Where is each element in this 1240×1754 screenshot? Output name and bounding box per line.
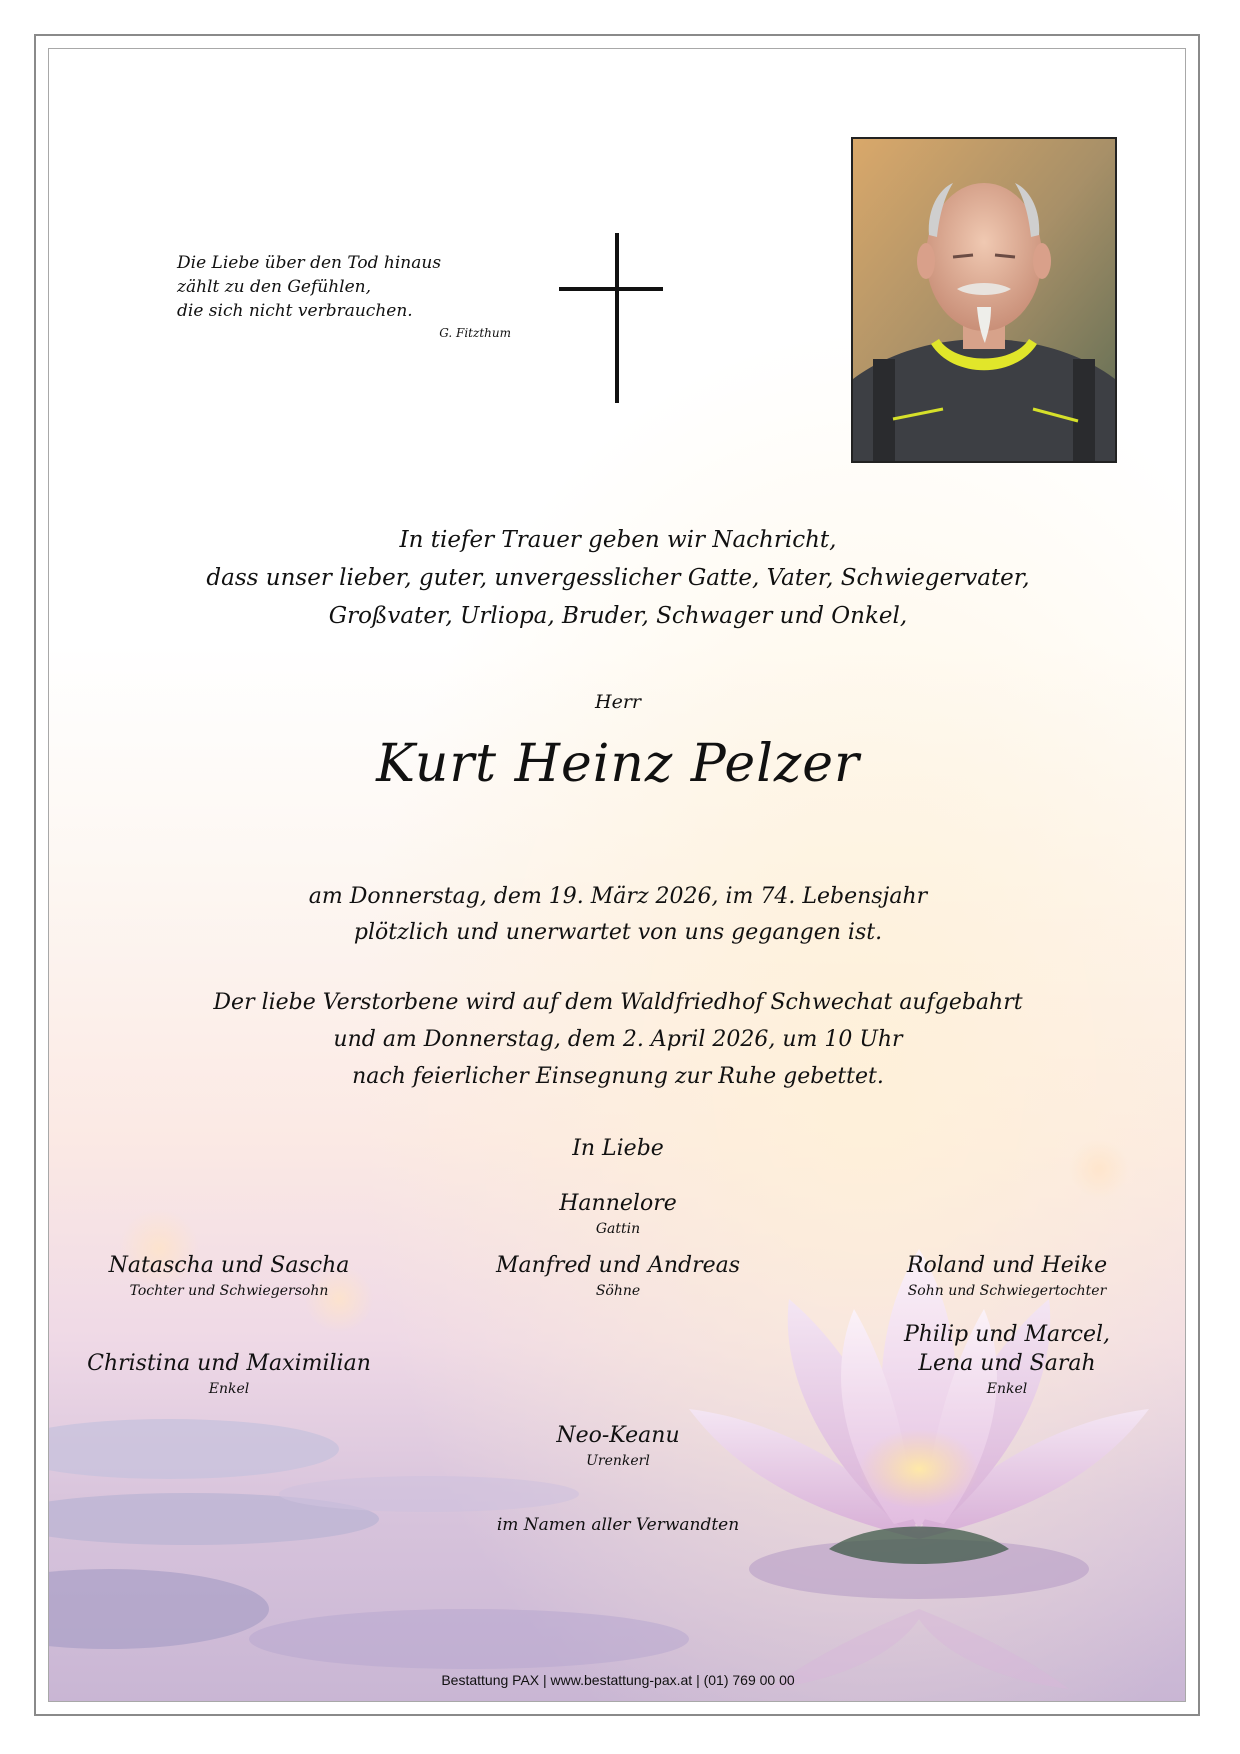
announcement-intro: [49, 521, 1186, 635]
mourner-grandchildren-right: [827, 1320, 1186, 1400]
cross-icon: [559, 233, 679, 413]
mourner-daughter: [49, 1251, 409, 1302]
mourner-name: Philip und Marcel,: [903, 1322, 1111, 1347]
death-line: plötzlich und unerwartet von uns gegangen ist.: [353, 920, 883, 945]
mourner-spouse: [438, 1189, 798, 1240]
mourner-role: Gattin: [595, 1221, 641, 1237]
footer-contact: Bestattung PAX | www.bestattung-pax.at | (01) 769 00 00: [441, 1672, 795, 1688]
card-frame: [48, 48, 1186, 1702]
mourner-son: [827, 1251, 1186, 1302]
mourner-grandchildren-left: [49, 1349, 409, 1400]
mourner-name: Lena und Sarah: [918, 1351, 1096, 1376]
death-line: am Donnerstag, dem 19. März 2026, im 74. Lebensjahr: [308, 884, 928, 909]
mourner-name: Manfred und Andreas: [495, 1253, 741, 1278]
funeral-details: [49, 984, 1186, 1095]
mourner-role: Söhne: [595, 1283, 641, 1299]
salutation: Herr: [595, 691, 641, 713]
intro-line: In tiefer Trauer geben wir Nachricht,: [399, 527, 837, 553]
closing-line: im Namen aller Verwandten: [496, 1515, 740, 1535]
quote-line: zählt zu den Gefühlen,: [177, 277, 371, 297]
mourner-role: Tochter und Schwiegersohn: [129, 1283, 329, 1299]
mourner-name: Neo-Keanu: [556, 1423, 680, 1448]
death-notice: [49, 879, 1186, 951]
mourner-great-grandchild: [438, 1421, 798, 1472]
quote-author: G. Fitzthum: [439, 326, 511, 340]
portrait-photo: [851, 137, 1117, 463]
deceased-name: Kurt Heinz Pelzer: [376, 734, 860, 794]
mourner-name: Natascha und Sascha: [108, 1253, 350, 1278]
epigraph-quote: [177, 251, 517, 343]
mourner-role: Enkel: [208, 1381, 250, 1397]
quote-line: die sich nicht verbrauchen.: [177, 301, 413, 321]
mourner-role: Urenkerl: [586, 1453, 650, 1469]
intro-line: Großvater, Urliopa, Bruder, Schwager und Onkel,: [328, 603, 908, 629]
quote-line: Die Liebe über den Tod hinaus: [177, 253, 442, 273]
funeral-line: nach feierlicher Einsegnung zur Ruhe gebettet.: [352, 1064, 884, 1089]
mourner-name: Hannelore: [559, 1191, 677, 1216]
mourner-role: Enkel: [986, 1381, 1028, 1397]
mourner-name: Roland und Heike: [906, 1253, 1108, 1278]
mourner-role: Sohn und Schwiegertochter: [907, 1283, 1107, 1299]
funeral-line: Der liebe Verstorbene wird auf dem Waldfriedhof Schwechat aufgebahrt: [213, 990, 1023, 1015]
funeral-line: und am Donnerstag, dem 2. April 2026, um 10 Uhr: [333, 1027, 903, 1052]
in-love-heading: In Liebe: [572, 1136, 664, 1161]
intro-line: dass unser lieber, guter, unvergesslicher Gatte, Vater, Schwiegervater,: [206, 565, 1030, 591]
mourner-name: Christina und Maximilian: [87, 1351, 371, 1376]
mourner-sons: [438, 1251, 798, 1302]
